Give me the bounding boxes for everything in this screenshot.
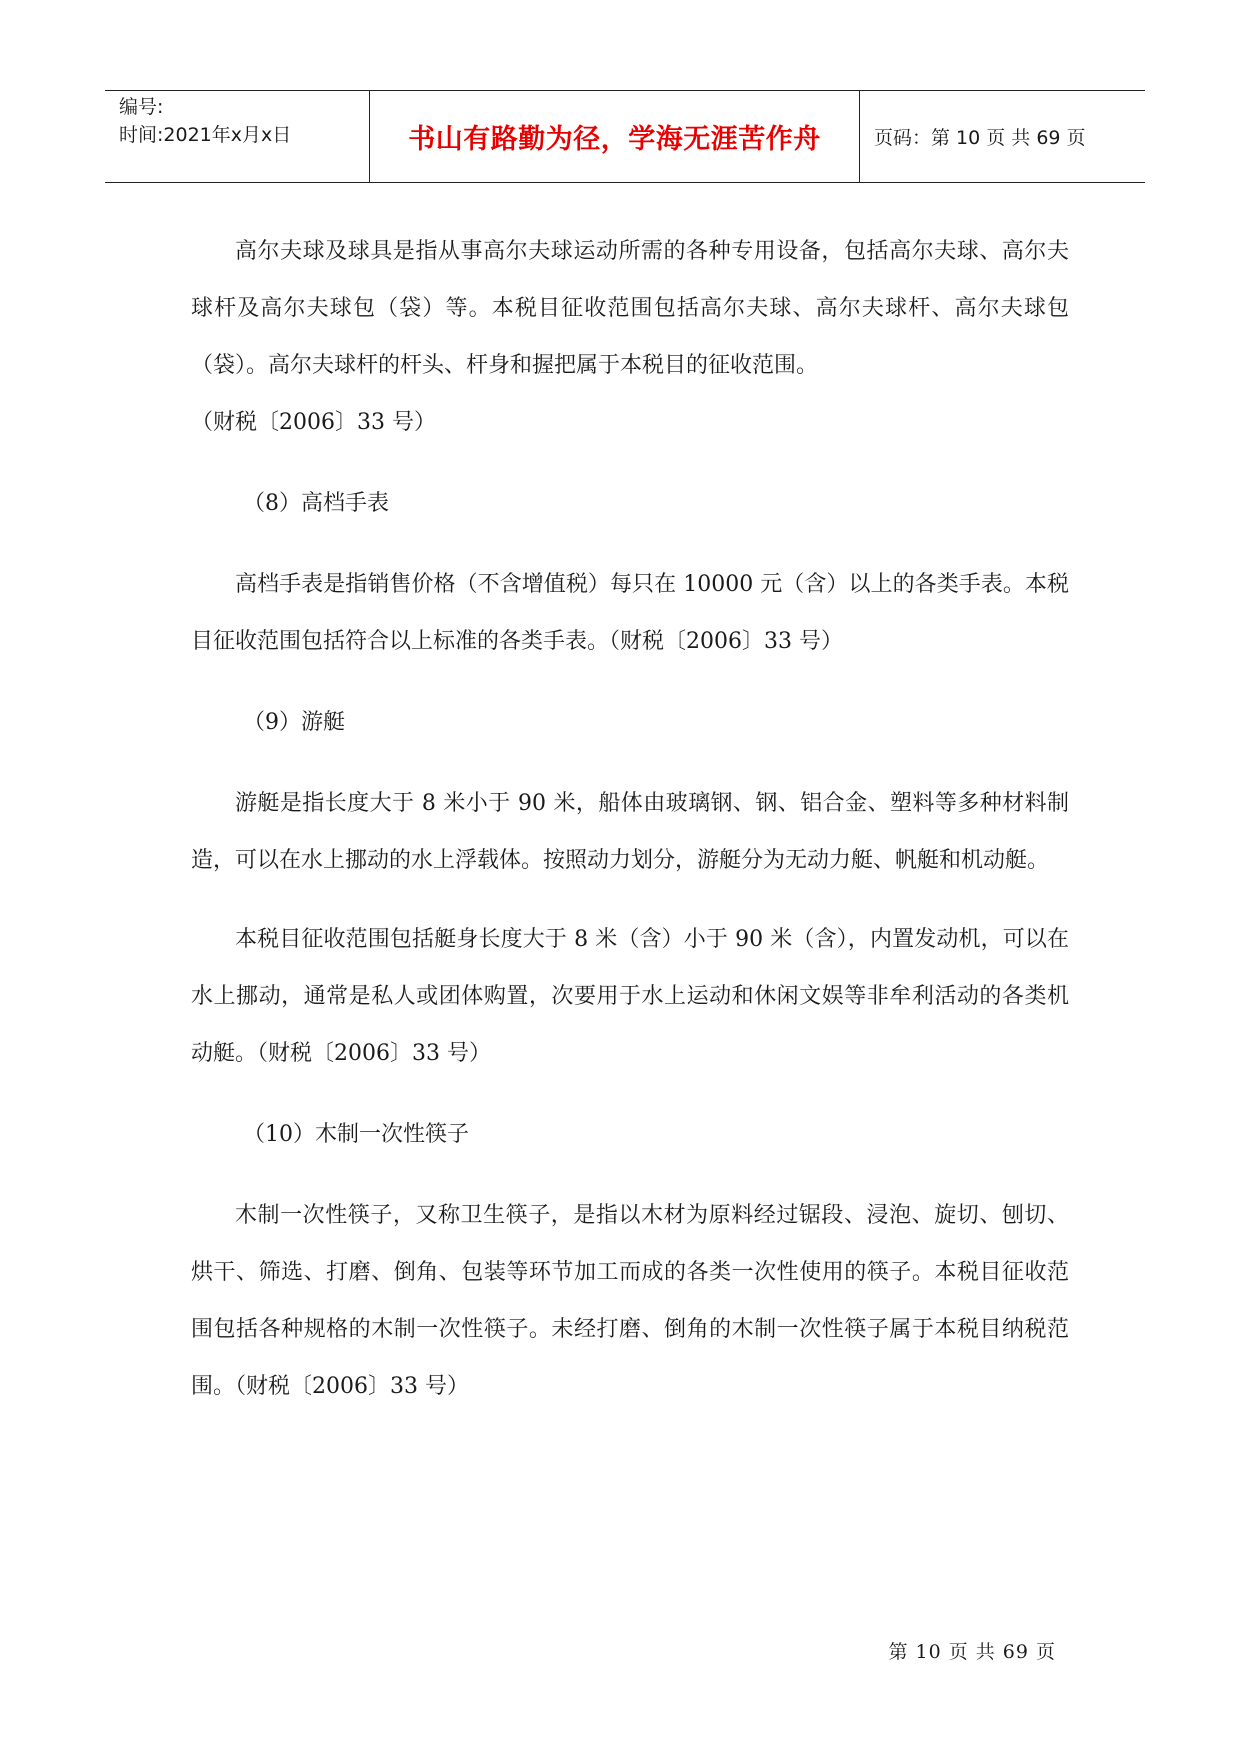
yacht-paragraph-1: 游艇是指长度大于 8 米小于 90 米，船体由玻璃钢、钢、铝合金、塑料等多种材料制造，可以在水上挪动的水上浮载体。按照动力划分，游艇分为无动力艇、帆艇和机动艇。: [191, 791, 1069, 873]
document-number-label: 编号:: [119, 96, 164, 118]
page-header: [105, 90, 1145, 183]
document-body: [191, 223, 1069, 1415]
chopsticks-paragraph: 木制一次性筷子，又称卫生筷子，是指以木材为原料经过锯段、浸泡、旋切、刨切、烘干、筛选、打磨、倒角、包装等环节加工而成的各类一次性使用的筷子。本税目征收范围包括各种规格的木制一次性筷子。未经打磨、倒角的木制一次性筷子属于本税目纳税范围。（财税〔2006〕33 号）: [191, 1203, 1069, 1399]
page-footer: 第 10 页 共 69 页: [888, 1641, 1056, 1663]
golf-reference: （财税〔2006〕33 号）: [191, 410, 436, 435]
header-page-code: 页码：第 10 页 共 69 页: [874, 127, 1086, 149]
watch-paragraph: 高档手表是指销售价格（不含增值税）每只在 10000 元（含）以上的各类手表。本税目征收范围包括符合以上标准的各类手表。（财税〔2006〕33 号）: [191, 572, 1069, 654]
section-heading-8: （8）高档手表: [243, 491, 389, 516]
header-motto: 书山有路勤为径，学海无涯苦作舟: [370, 91, 860, 182]
section-heading-9: （9）游艇: [243, 710, 345, 735]
header-meta: [105, 91, 370, 182]
document-time-label: 时间:2021年x月x日: [119, 124, 292, 146]
section-heading-10: （10）木制一次性筷子: [243, 1122, 469, 1147]
yacht-paragraph-2: 本税目征收范围包括艇身长度大于 8 米（含）小于 90 米（含），内置发动机，可以在水上挪动，通常是私人或团体购置，次要用于水上运动和休闲文娱等非牟利活动的各类机动艇。（财税〔2006〕33 号）: [191, 927, 1069, 1066]
golf-paragraph: 高尔夫球及球具是指从事高尔夫球运动所需的各种专用设备，包括高尔夫球、高尔夫球杆及高尔夫球包（袋）等。本税目征收范围包括高尔夫球、高尔夫球杆、高尔夫球包（袋）。高尔夫球杆的杆头、杆身和握把属于本税目的征收范围。: [191, 239, 1069, 378]
